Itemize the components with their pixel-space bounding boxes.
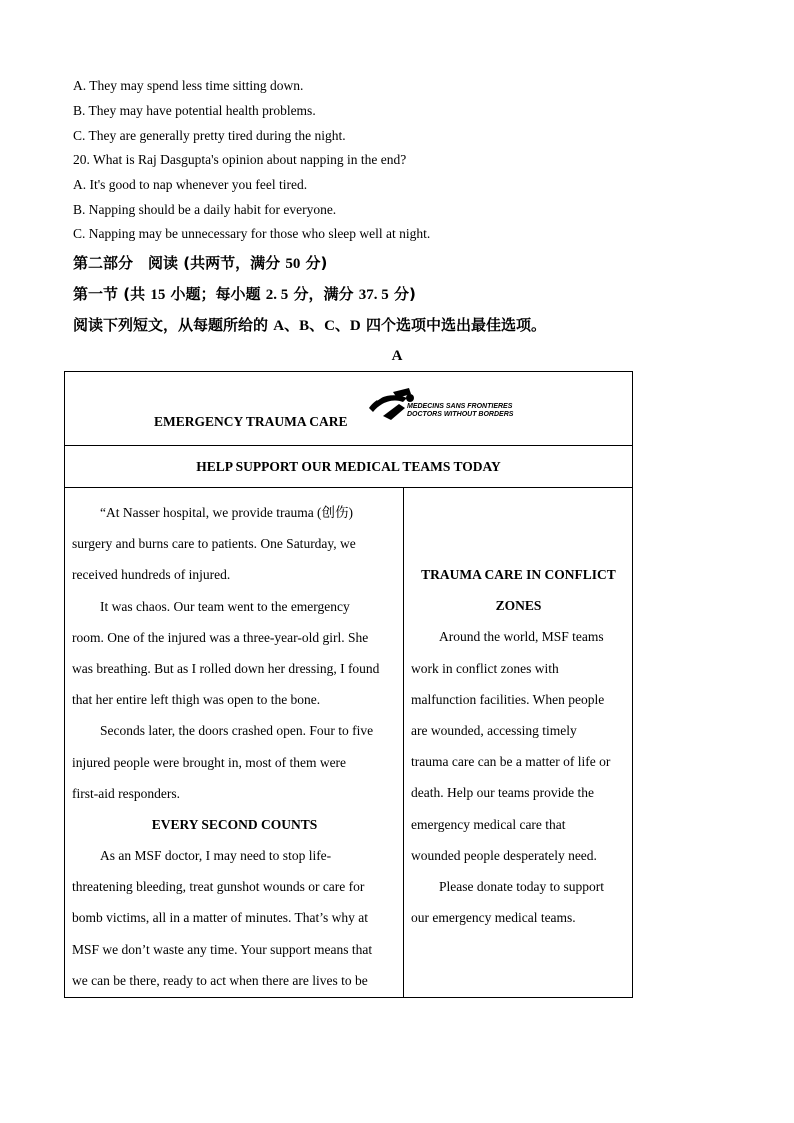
appeal-heading: TRAUMA CARE IN CONFLICT [421,567,616,582]
option-text: B. They may have potential health problems. [73,103,316,118]
appeal-line: death. Help our teams provide the [411,785,594,801]
option-text: C. They are generally pretty tired during the night. [73,128,346,143]
appeal-line: work in conflict zones with [411,660,559,676]
appeal-line: Please donate today to support [439,878,604,894]
msf-logo [363,386,538,426]
story-line: “At Nasser hospital, we provide trauma (创伤) [100,505,354,520]
story-line: we can be there, ready to act when there are lives to be [72,972,368,988]
story-line: It was chaos. Our team went to the emergency [100,598,350,614]
appeal-line: malfunction facilities. When people [411,691,605,707]
appeal-line: trauma care can be a matter of life or [411,754,611,770]
story-line: MSF we don’t waste any time. Your support means that [72,941,373,957]
msf-logo-icon [363,386,538,426]
story-line: surgery and burns care to patients. One Saturday, we [72,536,356,552]
appeal-line: emergency medical care that [411,816,566,832]
ad-header-row [65,372,632,446]
ad-subheader: HELP SUPPORT OUR MEDICAL TEAMS TODAY [65,446,632,488]
svg-text:MEDECINS SANS FRONTIERES: MEDECINS SANS FRONTIERES [407,403,513,410]
question-stem: 20. What is Raj Dasgupta's opinion about napping in the end? [73,152,407,167]
section-title: 第一节 (共 15 小题；每小题 2. 5 分，满分 37. 5 分) [73,285,416,303]
story-line: bomb victims, all in a matter of minutes. That’s why at [72,910,368,926]
option-text: B. Napping should be a daily habit for everyone. [73,202,337,217]
appeal-line: Around the world, MSF teams [439,629,604,645]
story-line: injured people were brought in, most of them were [72,754,347,770]
appeal-line: are wounded, accessing timely [411,722,577,738]
option-text: A. It's good to nap whenever you feel tired. [73,177,308,192]
story-subheading: EVERY SECOND COUNTS [151,816,318,832]
instruction: 阅读下列短文，从每题所给的 A、B、C、D 四个选项中选出最佳选项。 [73,316,546,334]
column-divider [403,488,404,997]
story-column [72,497,397,996]
story-line: room. One of the injured was a three-year-old girl. She [72,629,369,645]
story-line: threatening bleeding, treat gunshot wounds or care for [72,879,365,895]
story-line: Seconds later, the doors crashed open. Four to five [100,723,374,739]
appeal-line: wounded people desperately need. [411,847,597,863]
option-text: C. Napping may be unnecessary for those who sleep well at night. [73,226,431,241]
story-line: was breathing. But as I rolled down her dressing, I found [72,660,380,676]
appeal-heading: ZONES [495,598,542,614]
story-line: first-aid responders. [72,785,180,801]
passage-letter: A [391,348,403,364]
appeal-column [411,559,626,933]
part-title: 第二部分 阅读 (共两节，满分 50 分) [73,254,328,272]
ad-header-title: EMERGENCY TRAUMA CARE [154,414,348,429]
story-line: received hundreds of injured. [72,567,231,583]
option-text: A. They may spend less time sitting down. [73,78,304,93]
svg-text:DOCTORS WITHOUT BORDERS: DOCTORS WITHOUT BORDERS [407,411,514,418]
story-line: As an MSF doctor, I may need to stop life- [100,848,332,864]
ad-frame [64,371,633,998]
story-line: that her entire left thigh was open to the bone. [72,692,321,708]
appeal-line: our emergency medical teams. [411,910,576,926]
